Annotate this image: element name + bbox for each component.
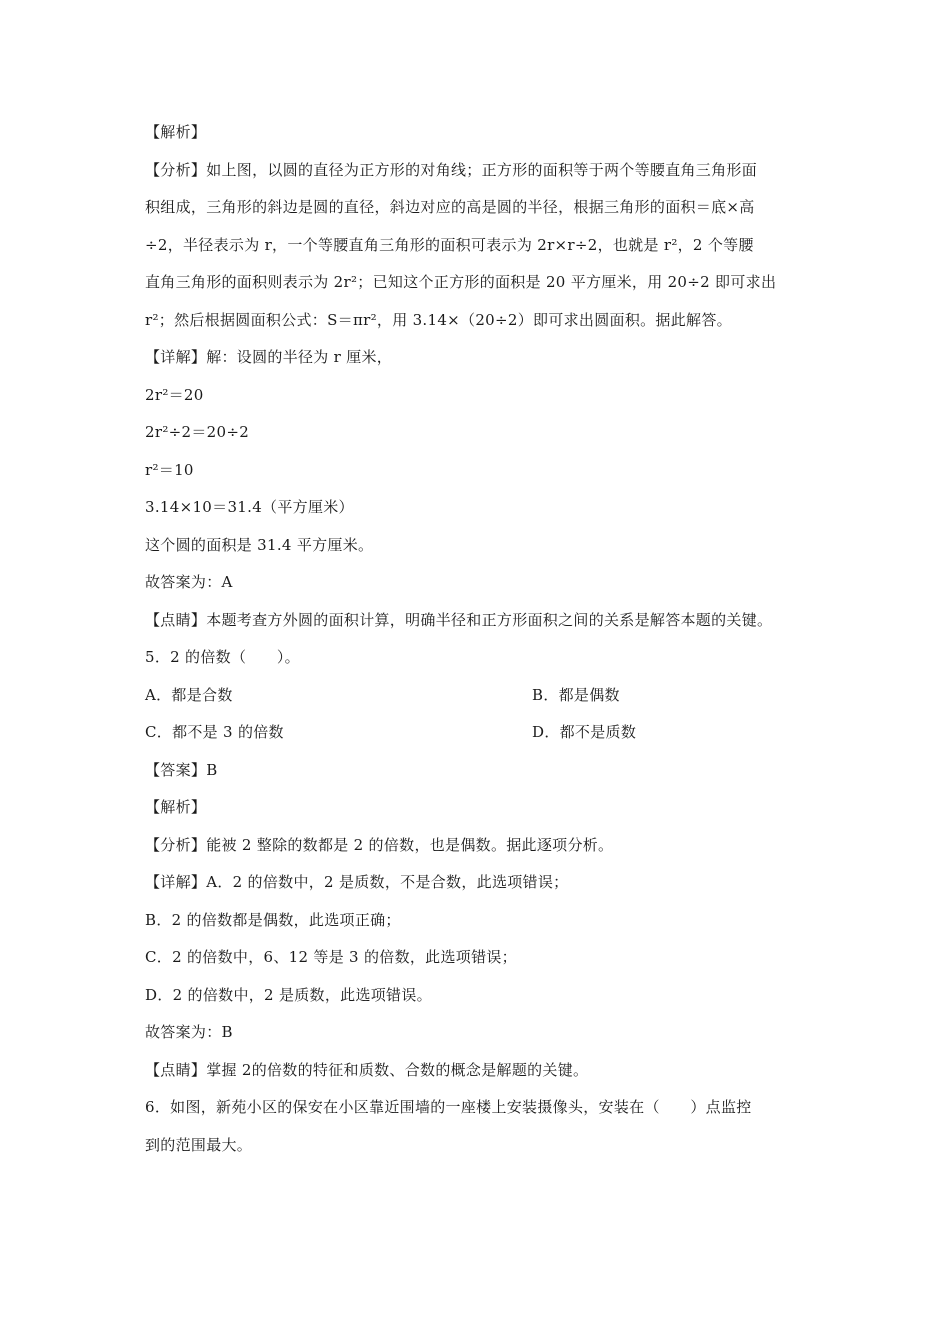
q5-daan: 【答案】B	[145, 761, 218, 779]
q5-option-b: B．都是偶数	[532, 686, 620, 704]
q4-step-5: 这个圆的面积是 31.4 平方厘米。	[145, 536, 374, 554]
q5-xiangjie-line-1: 【详解】A．2 的倍数中，2 是质数，不是合数，此选项错误；	[145, 873, 569, 891]
q4-fenxi-line-2: 积组成，三角形的斜边是圆的直径，斜边对应的高是圆的半径，根据三角形的面积＝底×高	[145, 198, 755, 216]
q4-dianjing: 【点睛】本题考查方外圆的面积计算，明确半径和正方形面积之间的关系是解答本题的关键。	[145, 611, 773, 629]
q4-jiexi-heading: 【解析】	[145, 123, 207, 141]
q5-dianjing: 【点睛】掌握 2的倍数的特征和质数、合数的概念是解题的关键。	[145, 1061, 589, 1079]
q4-xiangjie-line: 【详解】解：设圆的半径为 r 厘米，	[145, 348, 393, 366]
q5-xiangjie-line-2: B．2 的倍数都是偶数，此选项正确；	[145, 911, 401, 929]
q4-step-2: 2r²÷2＝20÷2	[145, 423, 250, 441]
q6-question-line-1: 6．如图，新苑小区的保安在小区靠近围墙的一座楼上安装摄像头，安装在（ ）点监控	[145, 1098, 752, 1116]
q5-fenxi: 【分析】能被 2 整除的数都是 2 的倍数，也是偶数。据此逐项分析。	[145, 836, 614, 854]
q4-step-1: 2r²＝20	[145, 386, 204, 404]
q5-answer: 故答案为：B	[145, 1023, 233, 1041]
q4-step-3: r²＝10	[145, 461, 194, 479]
q6-question-line-2: 到的范围最大。	[145, 1136, 253, 1154]
q5-option-d: D．都不是质数	[532, 723, 637, 741]
q4-fenxi-line-1: 【分析】如上图，以圆的直径为正方形的对角线；正方形的面积等于两个等腰直角三角形面	[145, 161, 758, 179]
q4-fenxi-line-5: r²；然后根据圆面积公式：S＝πr²，用 3.14×（20÷2）即可求出圆面积。据此解答。	[145, 311, 732, 329]
q5-jiexi-heading: 【解析】	[145, 798, 207, 816]
q5-xiangjie-line-3: C．2 的倍数中，6、12 等是 3 的倍数，此选项错误；	[145, 948, 517, 966]
q5-xiangjie-line-4: D．2 的倍数中，2 是质数，此选项错误。	[145, 986, 432, 1004]
q5-question: 5．2 的倍数（ ）。	[145, 648, 300, 666]
q4-fenxi-line-4: 直角三角形的面积则表示为 2r²；已知这个正方形的面积是 20 平方厘米，用 20÷2 即可求出	[145, 273, 777, 291]
q5-option-c: C．都不是 3 的倍数	[145, 723, 284, 741]
q4-fenxi-line-3: ÷2，半径表示为 r，一个等腰直角三角形的面积可表示为 2r×r÷2，也就是 r²，2 个等腰	[145, 236, 754, 254]
q4-step-4: 3.14×10＝31.4（平方厘米）	[145, 498, 354, 516]
q4-answer: 故答案为：A	[145, 573, 233, 591]
q5-option-a: A．都是合数	[145, 686, 233, 704]
